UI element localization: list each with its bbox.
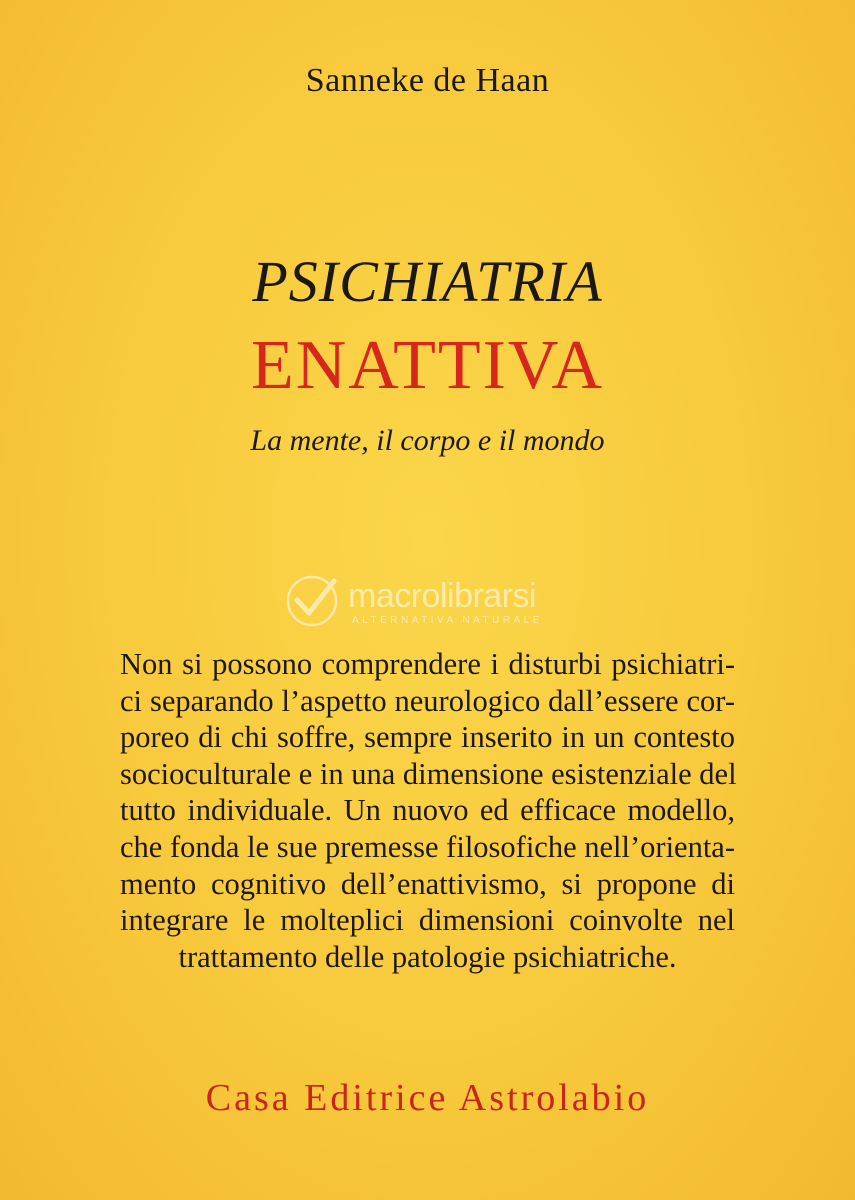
checkmark-circle-icon xyxy=(282,573,344,629)
blurb-text xyxy=(120,646,735,975)
blurb-line: tutto individuale. Un nuovo ed efficace modello, xyxy=(120,793,735,828)
subtitle: La mente, il corpo e il mondo xyxy=(250,424,605,457)
watermark-logo xyxy=(282,573,592,629)
blurb-line: ci separando l’aspetto neurologico dall’essere cor- xyxy=(120,683,735,718)
blurb-line: integrare le molteplici dimensioni coinvolte nel xyxy=(120,903,735,938)
blurb-line: socioculturale e in una dimensione esistenziale del xyxy=(120,756,737,791)
title-line-2: ENATTIVA xyxy=(250,327,604,404)
blurb-line: che fonda le sue premesse filosofiche nell’orienta- xyxy=(120,829,735,864)
blurb-line: poreo di chi soffre, sempre inserito in un contesto xyxy=(120,720,735,755)
publisher-name: Casa Editrice Astrolabio xyxy=(205,1077,650,1119)
author-name: Sanneke de Haan xyxy=(305,62,550,99)
watermark-tagline: ALTERNATIVA NATURALE xyxy=(352,615,543,626)
blurb-line: mento cognitivo dell’enattivismo, si propone di xyxy=(120,866,735,901)
title-line-1: PSICHIATRIA xyxy=(252,249,603,314)
blurb-line: Non si possono comprendere i disturbi psichiatri- xyxy=(120,647,735,681)
watermark-name: macrolibrarsi xyxy=(348,577,537,615)
blurb-line: trattamento delle patologie psichiatriche. xyxy=(178,939,677,974)
